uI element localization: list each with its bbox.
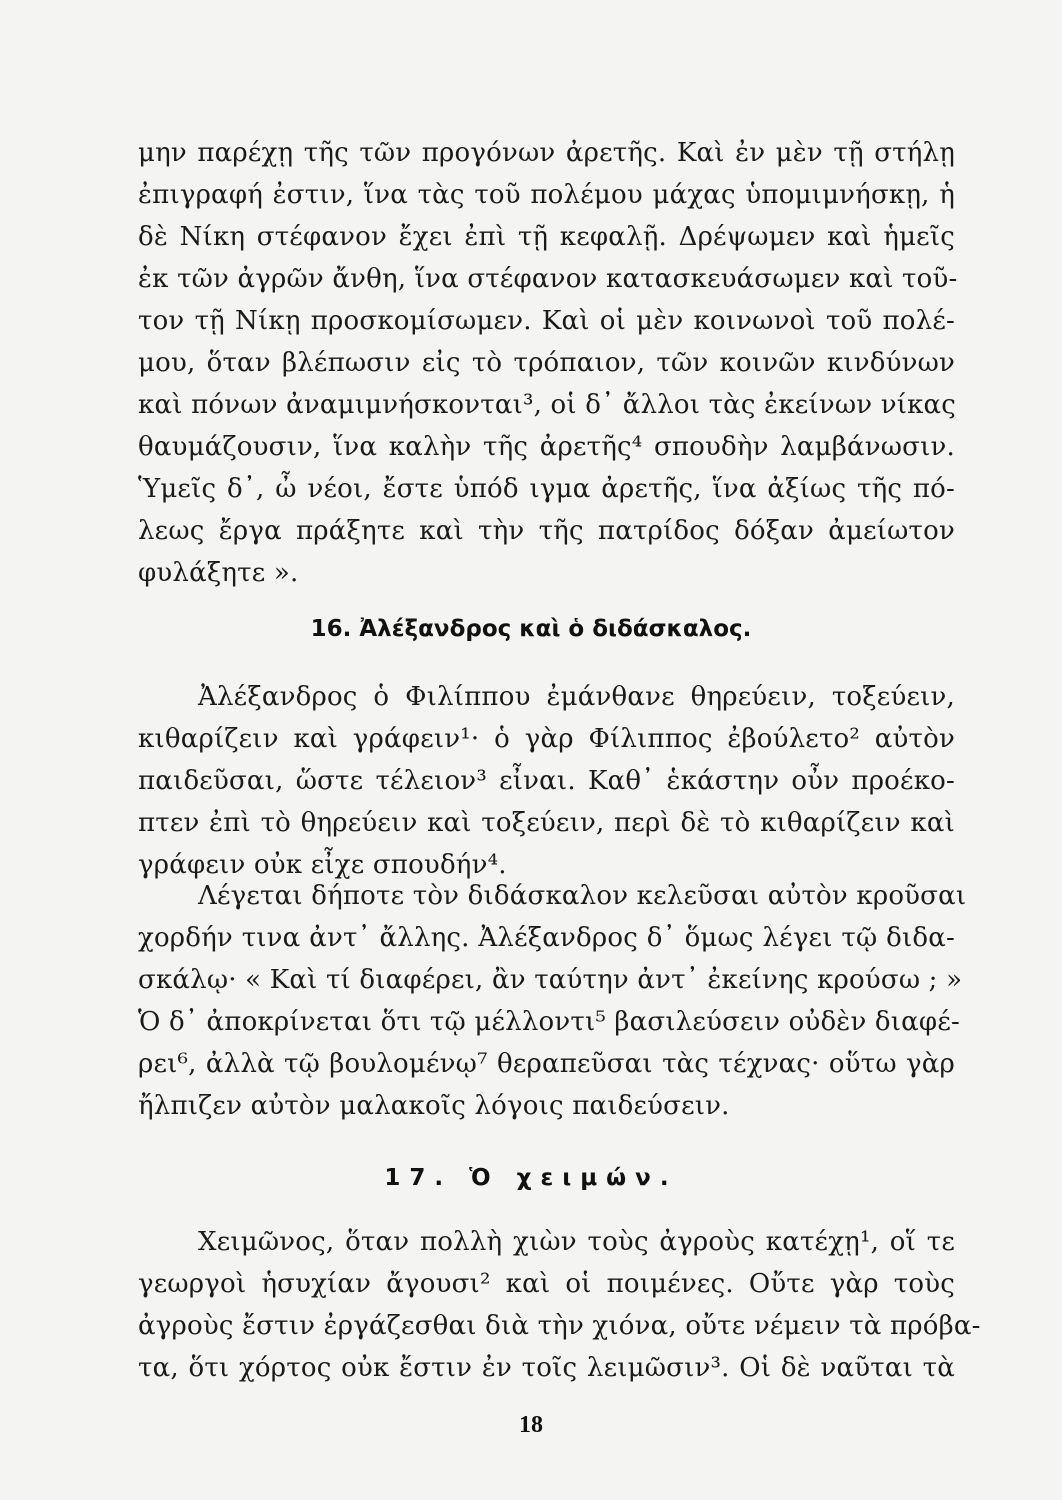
text-line: γράφειν οὐκ εἶχε σπουδήν⁴. <box>138 850 507 880</box>
text-line: ρει⁶, ἀλλὰ τῷ βουλομένῳ⁷ θεραπεῦσαι τὰς τέχνας· οὕτω γὰρ <box>138 1049 955 1079</box>
text-line: Ἀλέξανδρος ὁ Φιλίππου ἐμάνθανε θηρεύειν, τοξεύειν, <box>198 682 955 712</box>
text-line: γεωργοὶ ἡσυχίαν ἄγουσι² καὶ οἱ ποιμένες. Οὔτε γὰρ τοὺς <box>138 1269 955 1299</box>
section-heading-16: 16. Ἀλέξανδρος καὶ ὁ διδάσκαλος. <box>310 616 752 642</box>
text-line: Λέγεται δήποτε τὸν διδάσκαλον κελεῦσαι αὐτὸν κροῦσαι <box>198 881 967 911</box>
text-line: μην παρέχῃ τῆς τῶν προγόνων ἀρετῆς. Καὶ ἐν μὲν τῇ στήλῃ <box>138 138 955 168</box>
text-line: τον τῇ Νίκῃ προσκομίσωμεν. Καὶ οἱ μὲν κοινωνοὶ τοῦ πολέ- <box>138 306 955 336</box>
text-line: θαυμάζουσιν, ἵνα καλὴν τῆς ἀρετῆς⁴ σπουδὴν λαμβάνωσιν. <box>138 432 955 462</box>
text-line: Ὑμεῖς δ᾽, ὦ νέοι, ἔστε ὑπόδ ιγμα ἀρετῆς, ἵνα ἀξίως τῆς πό- <box>138 474 955 504</box>
text-line: κιθαρίζειν καὶ γράφειν¹· ὁ γὰρ Φίλιππος ἐβούλετο² αὐτὸν <box>138 724 955 754</box>
text-line: ἀγροὺς ἔστιν ἐργάζεσθαι διὰ τὴν χιόνα, οὔτε νέμειν τὰ πρόβα- <box>138 1311 981 1341</box>
text-line: Ὁ δ᾽ ἀποκρίνεται ὅτι τῷ μέλλοντι⁵ βασιλεύσειν οὐδὲν διαφέ- <box>138 1007 960 1037</box>
page-number: 18 <box>519 1412 543 1438</box>
text-line: ἐπιγραφή ἐστιν, ἵνα τὰς τοῦ πολέμου μάχας ὑπομιμνήσκῃ, ἡ <box>138 180 955 210</box>
text-line: Χειμῶνος, ὅταν πολλὴ χιὼν τοὺς ἀγροὺς κατέχῃ¹, οἵ τε <box>198 1227 955 1257</box>
text-line: χορδήν τινα ἀντ᾽ ἄλλης. Ἀλέξανδρος δ᾽ ὅμως λέγει τῷ διδα- <box>138 923 955 953</box>
text-line: δὲ Νίκη στέφανον ἔχει ἐπὶ τῇ κεφαλῇ. Δρέψωμεν καὶ ἡμεῖς <box>138 222 955 252</box>
text-line: ἐκ τῶν ἀγρῶν ἄνθη, ἵνα στέφανον κατασκευάσωμεν καὶ τοῦ- <box>138 264 958 294</box>
text-line: λεως ἔργα πράξητε καὶ τὴν τῆς πατρίδος δόξαν ἀμείωτον <box>138 516 955 546</box>
text-line: σκάλῳ· « Καὶ τί διαφέρει, ἂν ταύτην ἀντ᾽ ἐκείνης κρούσω ; » <box>138 965 963 995</box>
text-line: ἤλπιζεν αὐτὸν μαλακοῖς λόγοις παιδεύσειν. <box>138 1091 730 1121</box>
text-line: φυλάξητε ». <box>138 558 299 588</box>
text-line: παιδεῦσαι, ὥστε τέλειον³ εἶναι. Καθ᾽ ἑκάστην οὖν προέκο- <box>138 766 955 796</box>
text-line: πτεν ἐπὶ τὸ θηρεύειν καὶ τοξεύειν, περὶ δὲ τὸ κιθαρίζειν καὶ <box>138 808 955 838</box>
text-line: μου, ὅταν βλέπωσιν εἰς τὸ τρόπαιον, τῶν κοινῶν κινδύνων <box>138 348 955 378</box>
text-line: τα, ὅτι χόρτος οὐκ ἔστιν ἐν τοῖς λειμῶσιν³. Οἱ δὲ ναῦται τὰ <box>138 1353 955 1383</box>
section-heading-17: 17. Ὁ χειμών. <box>384 1165 678 1191</box>
text-line: καὶ πόνων ἀναμιμνήσκονται³, οἱ δ᾽ ἄλλοι τὰς ἐκείνων νίκας <box>138 390 957 420</box>
